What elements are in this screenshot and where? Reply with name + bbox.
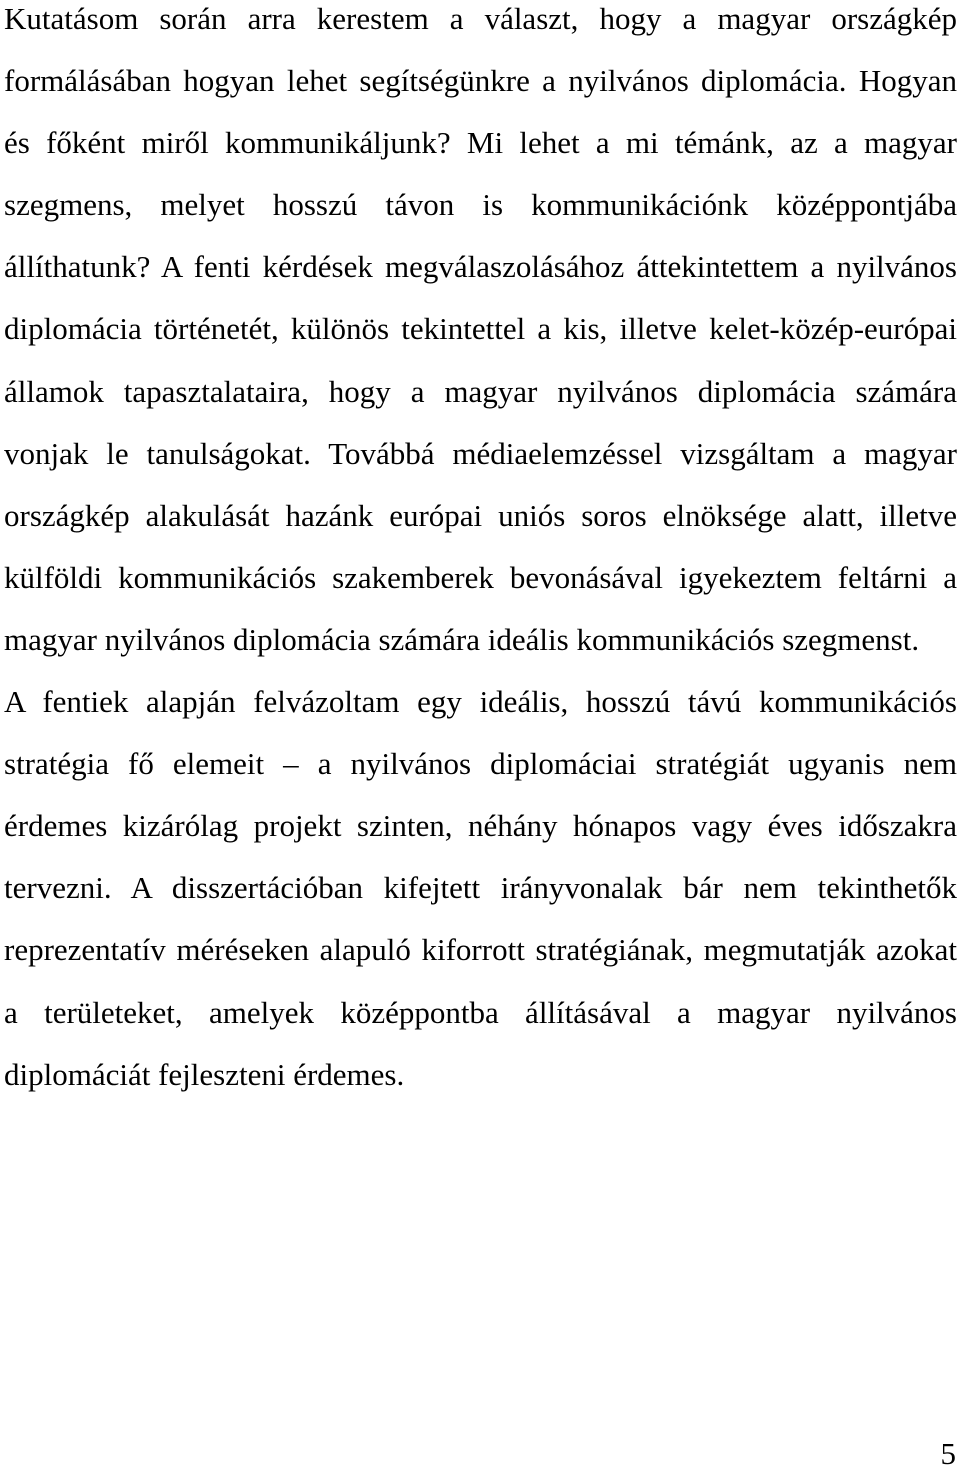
page-number: 5 [940,1436,956,1471]
paragraph-research-summary: Kutatásom során arra kerestem a választ, hogy a magyar országkép formálásában hogyan lehet segítségünkre a nyilvános diplomácia. Hogyan és főként miről kommunikáljunk? Mi lehet a mi témánk, az a magyar szegmens, melyet hosszú távon is kommunikációnk középpontjába állíthatunk? A fenti kérdések megválaszolásához áttekintettem a nyilvános diplomácia történetét, különös tekintettel a kis, illetve kelet-közép-európai államok tapasztalataira, hogy a magyar nyilvános diplomácia számára vonjak le tanulságokat. Továbbá médiaelemzéssel vizsgáltam a magyar országkép alakulását hazánk európai uniós soros elnöksége alatt, illetve külföldi kommunikációs szakemberek bevonásával igyekeztem feltárni a magyar nyilvános diplomácia számára ideális kommunikációs szegmenst. [4,1,957,657]
body-text [4,0,957,1106]
paragraph-strategy: A fentiek alapján felvázoltam egy ideális, hosszú távú kommunikációs stratégia fő elemeit – a nyilvános diplomáciai stratégiát ugyanis nem érdemes kizárólag projekt szinten, néhány hónapos vagy éves időszakra tervezni. A disszertációban kifejtett irányvonalak bár nem tekinthetők reprezentatív méréseken alapuló kiforrott stratégiának, megmutatják azokat a területeket, amelyek középpontba állításával a magyar nyilvános diplomáciát fejleszteni érdemes. [4,684,957,1092]
